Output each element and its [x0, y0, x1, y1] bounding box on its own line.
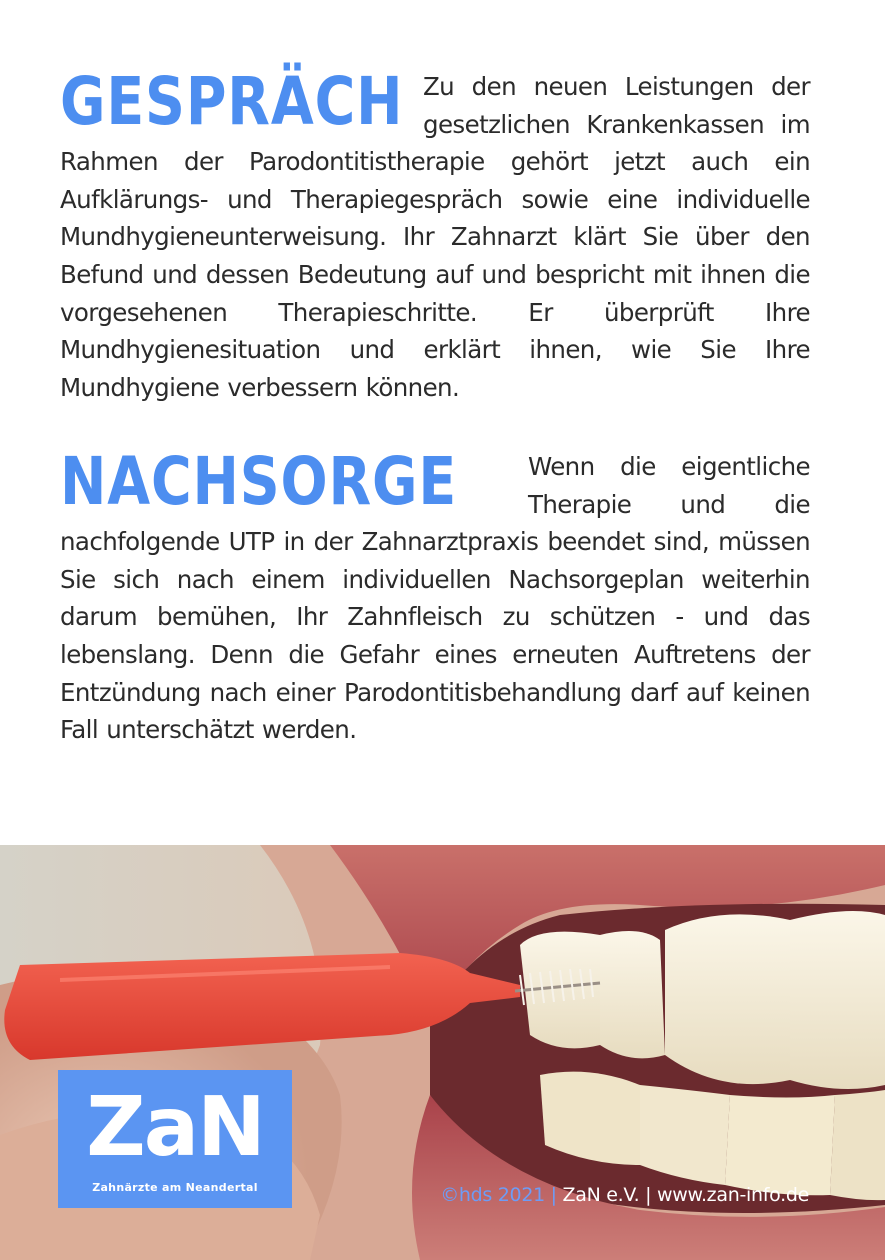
org-name: ZaN e.V.	[562, 1184, 640, 1206]
logo-subtitle: Zahnärzte am Neandertal	[92, 1181, 258, 1194]
separator: |	[550, 1184, 557, 1206]
section-headline: NACHSORGE	[60, 443, 458, 520]
logo-wordmark: ZaN	[86, 1080, 264, 1175]
copyright-text: ©hds 2021	[440, 1184, 545, 1206]
section-nachsorge	[60, 443, 810, 749]
section-body-text: Wenn die eigentliche Therapie und die nachfolgende UTP in der Zahnarztpraxis beendet sind, müssen Sie sich nach einem individuellen Nachsorgeplan weiterhin darum bemühen, Ihr Zahnfleisch zu schützen - und das lebenslang. Denn die Gefahr eines erneuten Auftretens der Entzündung nach einer Parodontitisbehandlung darf auf keinen Fall unterschätzt werden.	[60, 452, 810, 745]
zan-logo	[58, 1070, 292, 1208]
section-body-text: Zu den neuen Leistungen der gesetzlichen Krankenkassen im Rahmen der Parodontitistherapie gehört jetzt auch ein Aufklärungs- und Therapiegespräch sowie eine individuelle Mundhygieneunterweisung. Ihr Zahnarzt klärt Sie über den Befund und dessen Bedeutung auf und bespricht mit ihnen die vorgesehenen Therapieschritte. Er überprüft Ihre Mundhygienesituation und erklärt ihnen, wie Sie Ihre Mundhygiene verbessern können.	[60, 72, 810, 402]
separator: |	[645, 1184, 652, 1206]
section-gespraech	[60, 63, 810, 406]
footer-copyright-line	[440, 1182, 809, 1208]
website-link[interactable]: www.zan-info.de	[656, 1184, 809, 1206]
section-headline: GESPRÄCH	[60, 63, 404, 140]
